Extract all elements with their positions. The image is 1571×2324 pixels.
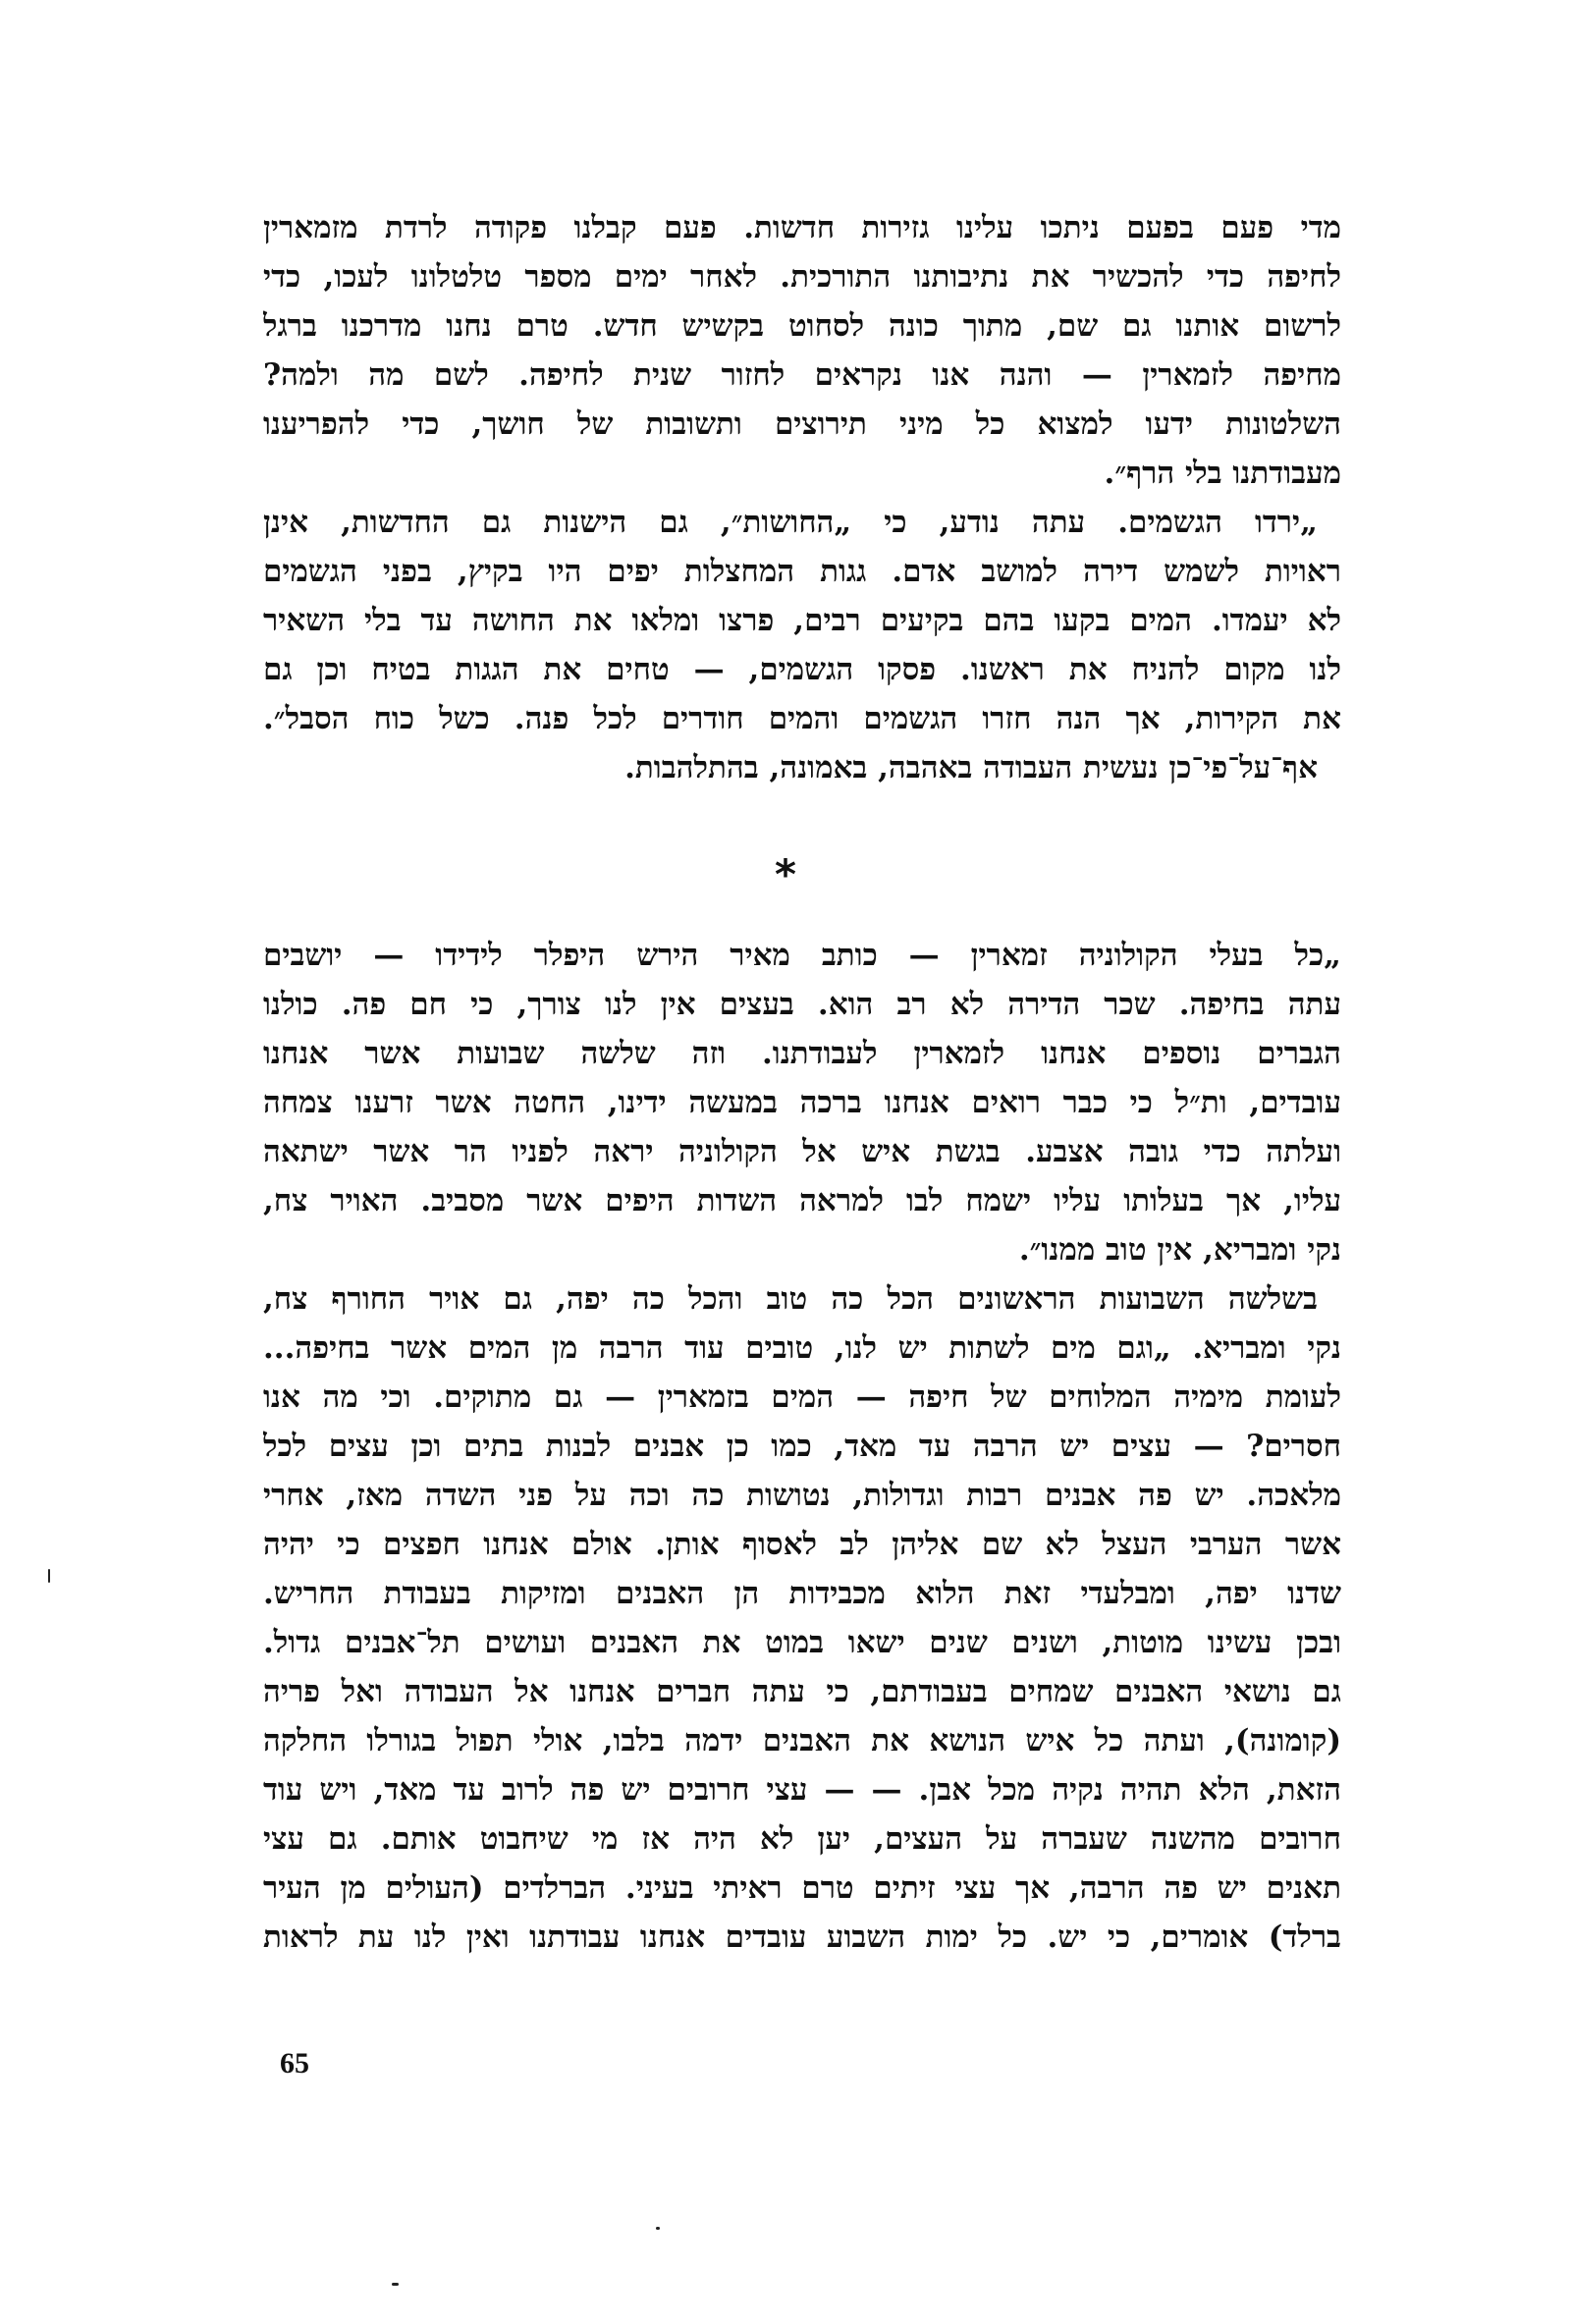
page-number: 65 [280, 2047, 309, 2080]
text-line: ובכן עשינו מוטות, ושנים שנים ישאו במוט את האבנים ועושים תל־אבנים גדול. [263, 1625, 1341, 1660]
scan-speck [656, 2227, 660, 2230]
text-line: מעבודתנו בלי הרף״. [1104, 456, 1341, 491]
text-line: ברלד) אומרים, כי יש. כל ימות השבוע עובדים אנחנו עבודתנו ואין לנו עת לראות [263, 1919, 1341, 1955]
text-line: „כל בעלי הקולוניה זמארין — כותב מאיר הירש היפלר לידידו — יושבים [263, 938, 1341, 973]
section-1-text [263, 203, 1341, 792]
text-line: גם נושאי האבנים שמחים בעבודתם, כי עתה חברים אנחנו אל העבודה ואל פריה [263, 1674, 1341, 1709]
text-line: לנו מקום להניח את ראשנו. פסקו הגשמים, — טחים את הגגות בטיח וכן גם [263, 652, 1341, 687]
section-2-text [263, 931, 1341, 1962]
text-line: מדי פעם בפעם ניתכו עלינו גזירות חדשות. פעם קבלנו פקודה לרדת מזמארין [263, 210, 1341, 245]
text-line: חסרים? — עצים יש הרבה עד מאד, כמו כן אבנים לבנות בתים וכן עצים לכל [263, 1429, 1341, 1464]
text-line: עתה בחיפה. שכר הדירה לא רב הוא. בעצים אין לנו צורך, כי חם פה. כולנו [263, 987, 1341, 1022]
section-separator: * [775, 850, 796, 898]
text-line: לחיפה כדי להכשיר את נתיבותנו התורכית. לאחר ימים מספר טלטלונו לעכו, כדי [263, 259, 1341, 295]
text-line: אף־על־פי־כן נעשית העבודה באהבה, באמונה, בהתלהבות. [624, 750, 1318, 785]
text-line: ועלתה כדי גובה אצבע. בגשת איש אל הקולוניה יראה לפניו הר אשר ישתאה [263, 1134, 1341, 1169]
text-line: שדנו יפה, ומבלעדי זאת הלוא מכבידות הן האבנים ומזיקות בעבודת החריש. [263, 1576, 1341, 1611]
text-line: חרובים מהשנה שעברה על העצים, יען לא היה אז מי שיחבוט אותם. גם עצי [263, 1821, 1341, 1857]
scan-speck [392, 2283, 399, 2286]
text-line: ראויות לשמש דירה למושב אדם. גגות המחצלות יפים היו בקיץ, בפני הגשמים [263, 554, 1341, 589]
text-line: השלטונות ידעו למצוא כל מיני תירוצים ותשובות של חושך, כדי להפריענו [263, 406, 1341, 442]
text-line: נקי ומבריא. „וגם מים לשתות יש לנו, טובים עוד הרבה מן המים אשר בחיפה... [263, 1330, 1341, 1366]
text-line: מחיפה לזמארין — והנה אנו נקראים לחזור שנית לחיפה. לשם מה ולמה? [263, 357, 1341, 393]
text-line: את הקירות, אך הנה חזרו הגשמים והמים חודרים לכל פנה. כשל כוח הסבל״. [263, 701, 1341, 736]
text-line: הגברים נוספים אנחנו לזמארין לעבודתנו. וזה שלשה שבועות אשר אנחנו [263, 1036, 1341, 1071]
text-line: (קומונה), ועתה כל איש הנושא את האבנים ידמה בלבו, אולי תפול בגורלו החלקה [263, 1723, 1341, 1758]
text-line: בשלשה השבועות הראשונים הכל כה טוב והכל כה יפה, גם אויר החורף צח, [263, 1281, 1318, 1317]
text-line: נקי ומבריא, אין טוב ממנו״. [1018, 1232, 1341, 1268]
text-line: לרשום אותנו גם שם, מתוך כונה לסחוט בקשיש חדש. טרם נחנו מדרכנו ברגל [263, 308, 1341, 344]
text-line: עובדים, ות״ל כי כבר רואים אנחנו ברכה במעשה ידינו, החטה אשר זרענו צמחה [263, 1085, 1341, 1120]
text-line: „ירדו הגשמים. עתה נודע, כי „החושות״, גם הישנות גם החדשות, אינן [263, 505, 1318, 540]
scan-speck [48, 1569, 50, 1583]
text-line: הזאת, הלא תהיה נקיה מכל אבן. — — עצי חרובים יש פה לרוב עד מאד, ויש עוד [263, 1772, 1341, 1808]
text-line: תאנים יש פה הרבה, אך עצי זיתים טרם ראיתי בעיני. הברלדים (העולים מן העיר [263, 1870, 1341, 1906]
text-line: לא יעמדו. המים בקעו בהם בקיעים רבים, פרצו ומלאו את החושה עד בלי השאיר [263, 603, 1341, 638]
text-line: עליו, אך בעלותו עליו ישמח לבו למראה השדות היפים אשר מסביב. האויר צח, [263, 1183, 1341, 1218]
text-line: מלאכה. יש פה אבנים רבות וגדולות, נטושות כה וכה על פני השדה מאז, אחרי [263, 1478, 1341, 1513]
text-line: לעומת מימיה המלוחים של חיפה — המים בזמארין — גם מתוקים. וכי מה אנו [263, 1379, 1341, 1415]
text-line: אשר הערבי העצל לא שם אליהן לב לאסוף אותן. אולם אנחנו חפצים כי יהיה [263, 1527, 1341, 1562]
